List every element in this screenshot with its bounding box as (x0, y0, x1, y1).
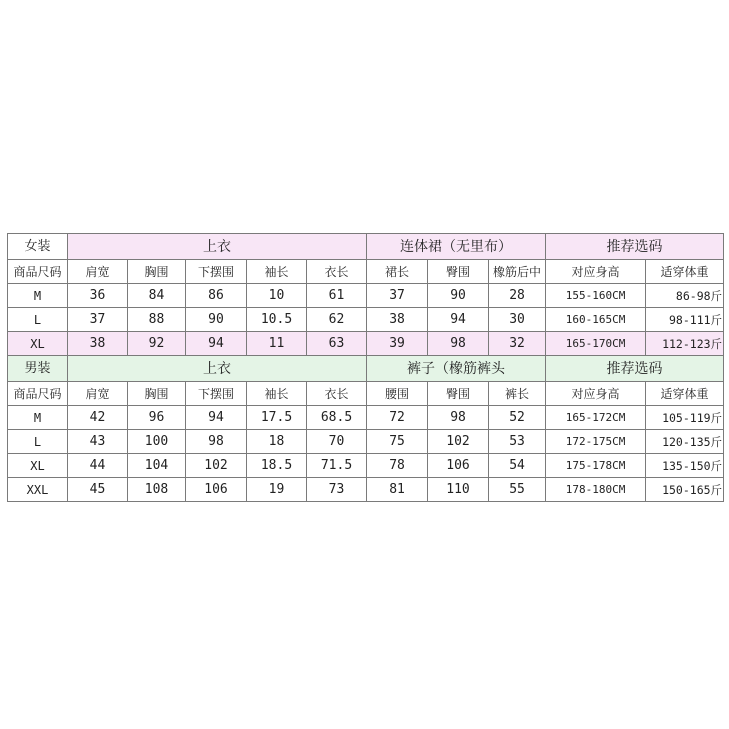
column-header-pants-length: 裤长 (489, 382, 546, 406)
table-cell: 96 (128, 406, 186, 430)
table-cell: 19 (247, 478, 307, 502)
table-cell: 75 (367, 430, 428, 454)
table-cell: 94 (186, 332, 247, 356)
size-chart-table (7, 233, 724, 502)
height-cell: 178-180CM (546, 478, 646, 502)
table-cell: 55 (489, 478, 546, 502)
women-column-header-row (8, 260, 724, 284)
weight-cell: 86-98斤 (646, 284, 724, 308)
table-cell: 104 (128, 454, 186, 478)
column-header-hip: 臀围 (428, 260, 489, 284)
size-label: M (8, 406, 68, 430)
men-column-header-row (8, 382, 724, 406)
column-header-waist: 腰围 (367, 382, 428, 406)
size-label: XL (8, 332, 68, 356)
table-cell: 98 (186, 430, 247, 454)
table-cell: 10.5 (247, 308, 307, 332)
men-section-label: 男装 (8, 356, 68, 382)
weight-cell: 135-150斤 (646, 454, 724, 478)
women-top-group-title: 上衣 (68, 234, 367, 260)
table-row (8, 308, 724, 332)
height-cell: 165-170CM (546, 332, 646, 356)
table-cell: 18 (247, 430, 307, 454)
table-cell: 28 (489, 284, 546, 308)
column-header-size: 商品尺码 (8, 382, 68, 406)
column-header-hip: 臀围 (428, 382, 489, 406)
height-cell: 155-160CM (546, 284, 646, 308)
table-cell: 94 (428, 308, 489, 332)
column-header-sleeve: 袖长 (247, 260, 307, 284)
women-section-label: 女装 (8, 234, 68, 260)
table-cell: 70 (307, 430, 367, 454)
table-cell: 17.5 (247, 406, 307, 430)
table-cell: 88 (128, 308, 186, 332)
table-cell: 81 (367, 478, 428, 502)
table-cell: 11 (247, 332, 307, 356)
height-cell: 175-178CM (546, 454, 646, 478)
table-cell: 32 (489, 332, 546, 356)
height-cell: 160-165CM (546, 308, 646, 332)
table-cell: 63 (307, 332, 367, 356)
weight-cell: 120-135斤 (646, 430, 724, 454)
column-header-size: 商品尺码 (8, 260, 68, 284)
women-dress-group-title: 连体裙（无里布） (367, 234, 546, 260)
table-cell: 106 (186, 478, 247, 502)
column-header-elastic-back: 橡筋后中 (489, 260, 546, 284)
height-cell: 172-175CM (546, 430, 646, 454)
table-cell: 90 (428, 284, 489, 308)
men-section-header-row (8, 356, 724, 382)
table-row (8, 430, 724, 454)
column-header-weight: 适穿体重 (646, 260, 724, 284)
table-cell: 37 (367, 284, 428, 308)
weight-cell: 105-119斤 (646, 406, 724, 430)
table-cell: 18.5 (247, 454, 307, 478)
men-top-group-title: 上衣 (68, 356, 367, 382)
column-header-hem: 下摆围 (186, 260, 247, 284)
table-cell: 36 (68, 284, 128, 308)
table-cell: 72 (367, 406, 428, 430)
table-cell: 98 (428, 406, 489, 430)
column-header-skirt-length: 裙长 (367, 260, 428, 284)
table-cell: 44 (68, 454, 128, 478)
table-cell: 45 (68, 478, 128, 502)
size-label: L (8, 430, 68, 454)
size-label: XXL (8, 478, 68, 502)
column-header-sleeve: 袖长 (247, 382, 307, 406)
column-header-chest: 胸围 (128, 382, 186, 406)
table-cell: 10 (247, 284, 307, 308)
table-cell: 94 (186, 406, 247, 430)
table-cell: 71.5 (307, 454, 367, 478)
table-cell: 78 (367, 454, 428, 478)
table-cell: 102 (428, 430, 489, 454)
column-header-top-length: 衣长 (307, 382, 367, 406)
weight-cell: 150-165斤 (646, 478, 724, 502)
table-cell: 92 (128, 332, 186, 356)
table-row (8, 454, 724, 478)
table-cell: 108 (128, 478, 186, 502)
column-header-weight: 适穿体重 (646, 382, 724, 406)
column-header-height: 对应身高 (546, 260, 646, 284)
table-cell: 37 (68, 308, 128, 332)
table-cell: 100 (128, 430, 186, 454)
column-header-hem: 下摆围 (186, 382, 247, 406)
table-cell: 110 (428, 478, 489, 502)
table-cell: 86 (186, 284, 247, 308)
table-cell: 30 (489, 308, 546, 332)
column-header-height: 对应身高 (546, 382, 646, 406)
table-cell: 106 (428, 454, 489, 478)
table-cell: 39 (367, 332, 428, 356)
table-cell: 42 (68, 406, 128, 430)
table-cell: 54 (489, 454, 546, 478)
column-header-chest: 胸围 (128, 260, 186, 284)
column-header-top-length: 衣长 (307, 260, 367, 284)
table-cell: 38 (68, 332, 128, 356)
table-cell: 38 (367, 308, 428, 332)
table-cell: 52 (489, 406, 546, 430)
table-cell: 43 (68, 430, 128, 454)
women-section-header-row (8, 234, 724, 260)
table-cell: 84 (128, 284, 186, 308)
column-header-shoulder: 肩宽 (68, 382, 128, 406)
men-recommend-group-title: 推荐选码 (546, 356, 724, 382)
women-recommend-group-title: 推荐选码 (546, 234, 724, 260)
weight-cell: 98-111斤 (646, 308, 724, 332)
table-cell: 102 (186, 454, 247, 478)
table-cell: 61 (307, 284, 367, 308)
table-row (8, 478, 724, 502)
size-label: M (8, 284, 68, 308)
table-cell: 68.5 (307, 406, 367, 430)
size-label: XL (8, 454, 68, 478)
height-cell: 165-172CM (546, 406, 646, 430)
table-cell: 90 (186, 308, 247, 332)
table-row (8, 406, 724, 430)
table-cell: 62 (307, 308, 367, 332)
table-cell: 53 (489, 430, 546, 454)
men-pants-group-title: 裤子（橡筋裤头 (367, 356, 546, 382)
column-header-shoulder: 肩宽 (68, 260, 128, 284)
table-cell: 98 (428, 332, 489, 356)
table-row (8, 332, 724, 356)
table-cell: 73 (307, 478, 367, 502)
weight-cell: 112-123斤 (646, 332, 724, 356)
table-row (8, 284, 724, 308)
size-label: L (8, 308, 68, 332)
